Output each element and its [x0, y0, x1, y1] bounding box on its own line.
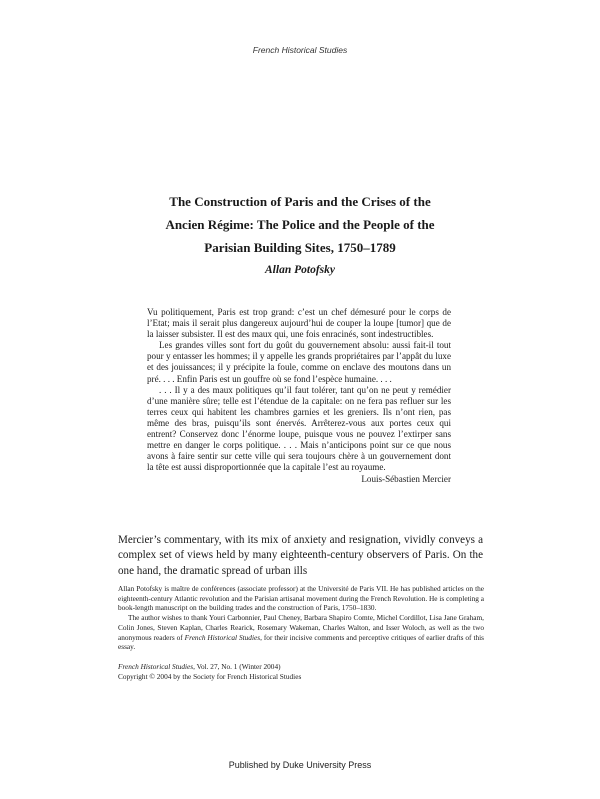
title-line: Ancien Régime: The Police and the People of the: [165, 217, 435, 232]
title-line: The Construction of Paris and the Crises of the: [169, 194, 431, 209]
epigraph: [147, 307, 451, 486]
copyright-line: Copyright © 2004 by the Society for French Historical Studies: [118, 671, 302, 681]
citation-volume: , Vol. 27, No. 1 (Winter 2004): [193, 662, 281, 671]
article-title: [110, 190, 490, 259]
epigraph-paragraph: Vu politiquement, Paris est trop grand: c’est un chef démesuré pour le corps de l’Etat; mais il serait plus dangereux aujourd’hui de couper la loupe [tumor] que de la laisser subsister. Il est des maux qui, une fois enracinés, sont indestructibles.: [147, 307, 451, 340]
acknowledgments-journal: French Historical Studies: [184, 632, 261, 642]
epigraph-paragraph: . . . Il y a des maux politiques qu’il faut tolérer, tant qu’on ne peut y remédier d’une manière sûre; telle est l’étendue de la capitale: on ne fera pas refluer sur les terres ceux qui habitent les chambres garnies et les greniers. Ils n’ont rien, pas même des bras, puisqu’ils sont énervés. Arrêterez-vous aux portes ceux qui entrent? Conservez donc l’énorme loupe, puisque vous ne pouvez l’extirper sans mettre en danger le corps politique. . . . Mais n’anticipons point sur ce que nous avons à faire sentir sur cette ville qui sera toujours chère à un gouvernement dont la tête est aussi disproportionnée que la capitale l’est au royaume.: [147, 384, 451, 473]
acknowledgments-text-end: , for their incisive comments and perceptive critiques of earlier drafts of this essay.: [118, 632, 484, 652]
author-bio: Allan Potofsky is maître de conférences (associate professor) at the Université de Paris VII. He has published articles on the eighteenth-century Atlantic revolution and the Parisian artisanal movement during the French Revolution. He is completing a book-length manuscript on the building trades and the construction of Paris, 1750–1830.: [118, 584, 484, 613]
journal-citation: [118, 662, 484, 681]
citation-journal: French Historical Studies: [118, 662, 194, 671]
author-name: Allan Potofsky: [265, 264, 335, 276]
running-header: French Historical Studies: [252, 45, 348, 55]
citation-line: [118, 662, 484, 672]
author-footnote: [118, 584, 484, 652]
body-paragraph: Mercier’s commentary, with its mix of anxiety and resignation, vividly conveys a complex set of views held by many eighteenth-century observers of Paris. On the one hand, the dramatic spread of urban ills: [118, 534, 483, 577]
acknowledgments-text: The author wishes to thank Youri Carbonnier, Paul Cheney, Barbara Shapiro Comte, Michel Cordillot, Lisa Jane Graham, Colin Jones, Steven Kaplan, Charles Rearick, Rosemary Wakeman, Charles Walton, and Isser Woloch, as well as the two anonymous readers of: [118, 613, 484, 642]
title-line: Parisian Building Sites, 1750–1789: [204, 240, 396, 255]
publisher-footer: Published by Duke University Press: [228, 760, 372, 770]
body-text: [118, 533, 483, 579]
epigraph-paragraph: Les grandes villes sont fort du goût du gouvernement absolu: aussi fait-il tout pour y entasser les hommes; il y appelle les grands propriétaires par l’appât du luxe et des jouissances; il y précipite la foule, comme on enclave des moutons dans un pré. . . . Enfin Paris est un gouffre où se fond l’espèce humaine. . . .: [147, 340, 451, 384]
acknowledgments: [118, 613, 484, 652]
epigraph-attribution: Louis-Sébastien Mercier: [361, 474, 451, 485]
